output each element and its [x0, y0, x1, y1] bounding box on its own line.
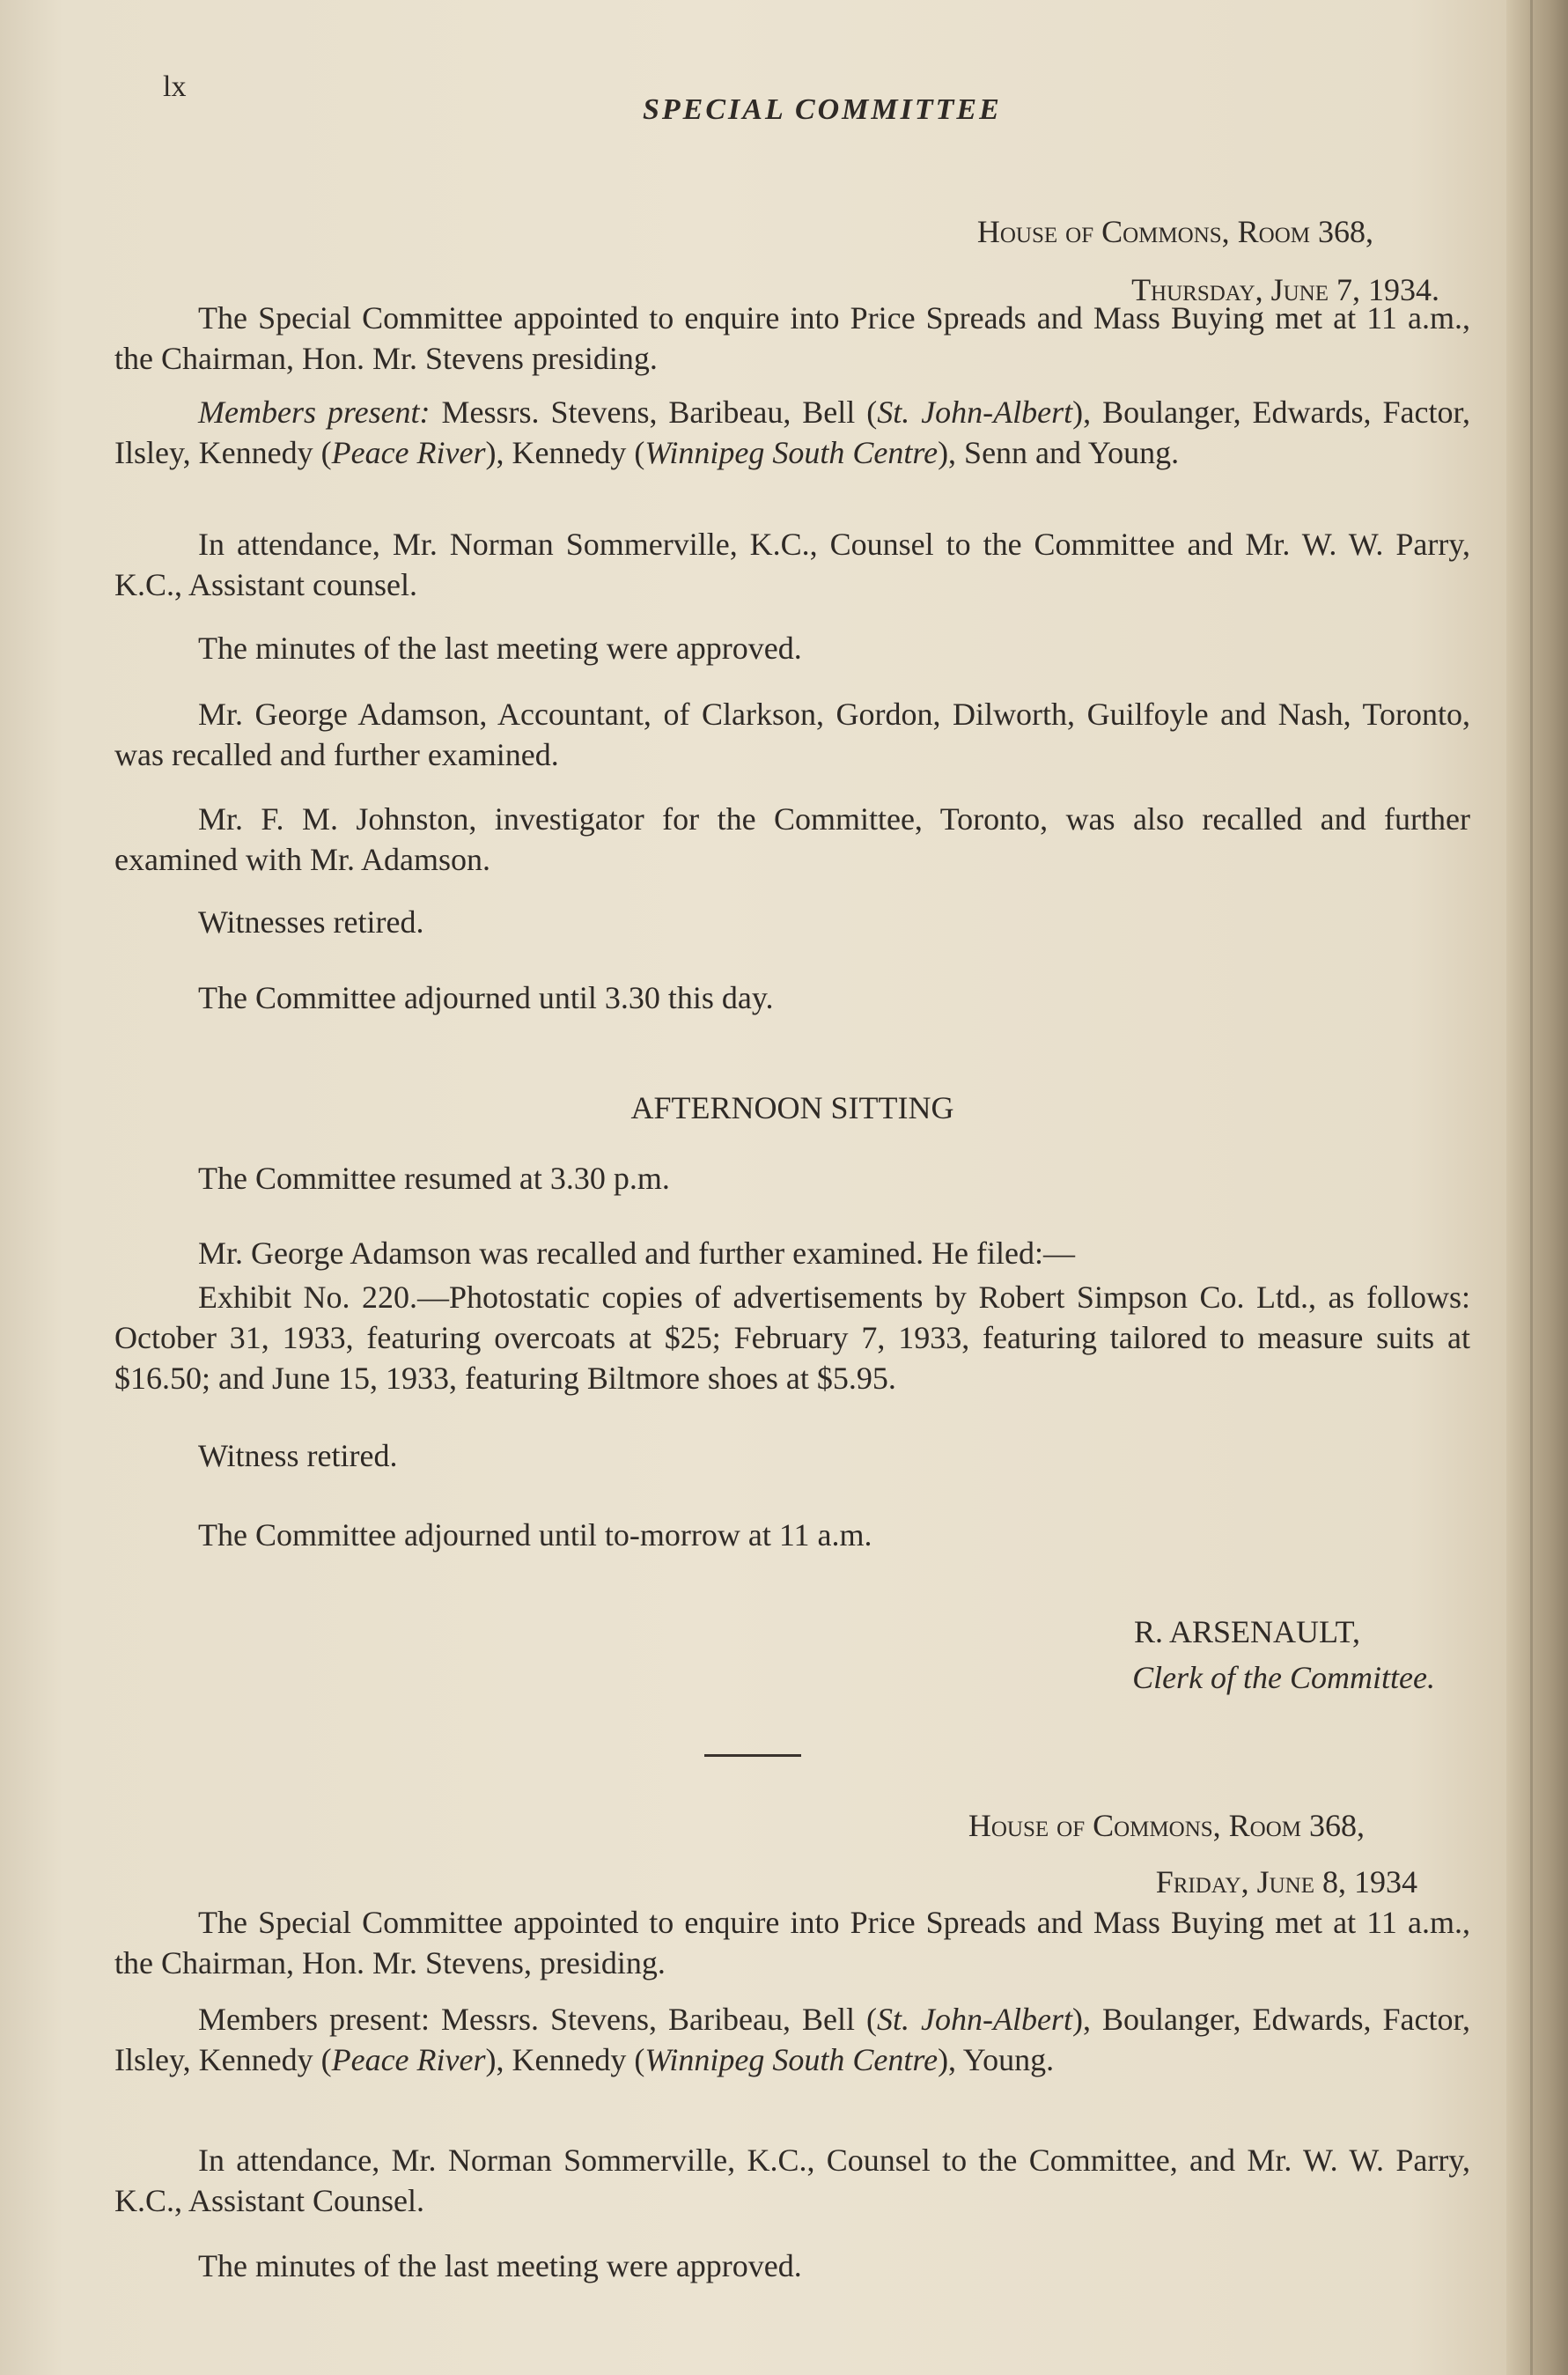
page-content — [114, 62, 1470, 2334]
session1-witnesses-retired: Witnesses retired. — [198, 904, 424, 940]
afternoon-recalled: Mr. George Adamson was recalled and further examined. He filed:— — [198, 1235, 1076, 1271]
session2-date: Friday, June 8, 1934 — [1155, 1864, 1417, 1899]
session1-place: House of Commons, Room 368, — [976, 214, 1373, 249]
running-head: SPECIAL COMMITTEE — [643, 93, 1002, 126]
session2-minutes: The minutes of the last meeting were approved. — [198, 2248, 802, 2283]
afternoon-heading: AFTERNOON SITTING — [630, 1090, 954, 1125]
afternoon-witness-retired: Witness retired. — [198, 1438, 398, 1473]
session2-members: Members present: Messrs. Stevens, Baribeau, Bell (St. John-Albert), Boulanger, Edwards, Factor, Ilsley, Kennedy (Peace River), Kennedy (Winnipeg South Centre), Young. — [114, 2002, 1471, 2077]
afternoon-resumed: The Committee resumed at 3.30 p.m. — [198, 1161, 670, 1196]
clerk-name: R. ARSENAULT, — [1133, 1614, 1360, 1649]
session1-adjourned: The Committee adjourned until 3.30 this day. — [198, 980, 774, 1015]
session1-date: Thursday, June 7, 1934. — [1131, 272, 1439, 307]
exhibit-220: Exhibit No. 220.—Photostatic copies of advertisements by Robert Simpson Co. Ltd., as follows: October 31, 1933, featuring overcoats at $25; February 7, 1933, featuring tailored to measure suits at $16.50; and June 15, 1933, featuring Biltmore shoes at $5.95. — [114, 1280, 1470, 1396]
session2-place: House of Commons, Room 368, — [968, 1808, 1365, 1843]
session1-attendance: In attendance, Mr. Norman Sommerville, K.C., Counsel to the Committee and Mr. W. W. Parry, K.C., Assistant counsel. — [114, 527, 1470, 602]
session1-opening: The Special Committee appointed to enquire into Price Spreads and Mass Buying met at 11 a.m., the Chairman, Hon. Mr. Stevens presiding. — [114, 300, 1470, 376]
book-gutter — [1506, 0, 1568, 2375]
session1-witness-adamson: Mr. George Adamson, Accountant, of Clarkson, Gordon, Dilworth, Guilfoyle and Nash, Toronto, was recalled and further examined. — [114, 697, 1470, 772]
afternoon-adjourned: The Committee adjourned until to-morrow at 11 a.m. — [198, 1517, 872, 1553]
session1-witness-johnston: Mr. F. M. Johnston, investigator for the Committee, Toronto, was also recalled and further examined with Mr. Adamson. — [114, 801, 1470, 877]
section-divider — [704, 1754, 801, 1757]
session1-members: Members present: Messrs. Stevens, Baribeau, Bell (St. John-Albert), Boulanger, Edwards, Factor, Ilsley, Kennedy (Peace River), Kennedy (Winnipeg South Centre), Senn and Young. — [114, 395, 1470, 470]
gutter-shadow — [1530, 0, 1533, 2375]
page-number: lx — [163, 70, 187, 103]
session1-minutes: The minutes of the last meeting were approved. — [198, 631, 802, 666]
session2-opening: The Special Committee appointed to enquire into Price Spreads and Mass Buying met at 11 a.m., the Chairman, Hon. Mr. Stevens, presiding. — [114, 1905, 1470, 1980]
clerk-title: Clerk of the Committee. — [1132, 1660, 1435, 1695]
session2-attendance: In attendance, Mr. Norman Sommerville, K.C., Counsel to the Committee, and Mr. W. W. Parry, K.C., Assistant Counsel. — [114, 2143, 1470, 2218]
